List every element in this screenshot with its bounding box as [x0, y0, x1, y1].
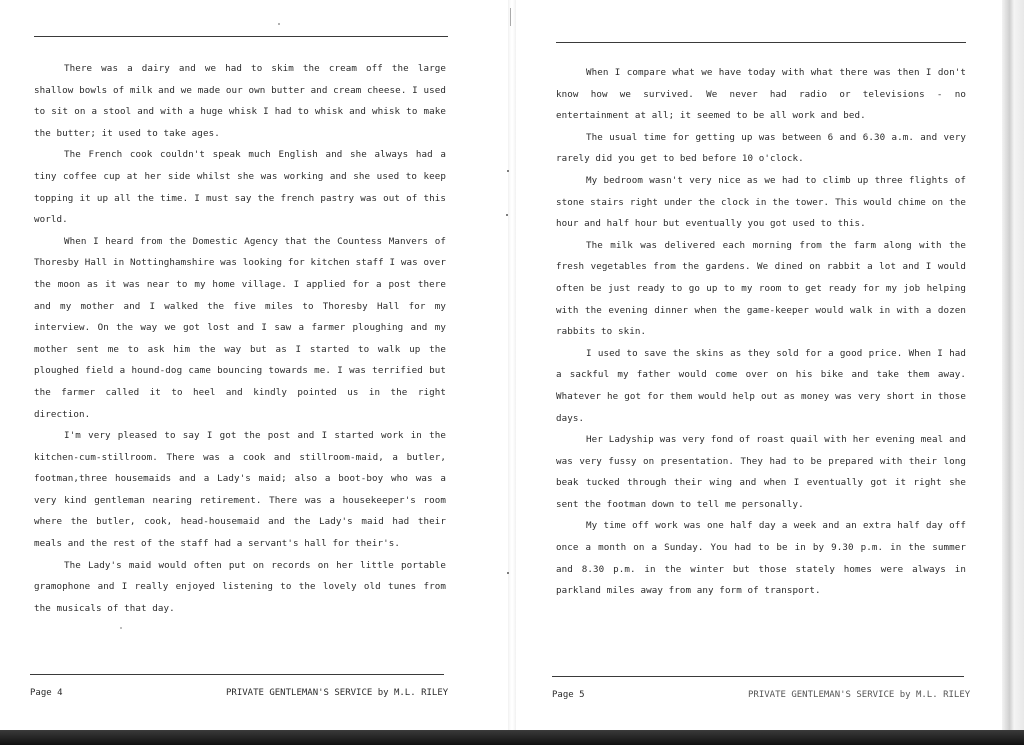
book-spine [508, 0, 516, 745]
paragraph: My time off work was one half day a week and an extra half day off once a month on a Sunday. You had to be in by 9.30 p.m. in the summer and 8.30 p.m. in the winter but those stately homes were always in parkland miles away from any form of transport. [556, 520, 966, 597]
paragraph: I used to save the skins as they sold for a good price. When I had a sackful my father would come over on his bike and take them away. Whatever he got for them would help out as money was very short in those days. [556, 347, 966, 424]
top-rule [34, 36, 448, 37]
paragraph: My bedroom wasn't very nice as we had to climb up three flights of stone stairs right under the clock in the tower. This would chime on the hour and half hour but eventually you got used to this. [556, 174, 966, 230]
page-number: Page 5 [552, 690, 585, 700]
paragraph: Her Ladyship was very fond of roast quail with her evening meal and was very fussy on presentation. They had to be prepared with their long beak tucked through their wing and when I eventually got it right she sent the footman down to tell me personally. [556, 434, 966, 510]
bottom-rule [30, 674, 444, 675]
paragraph: The French cook couldn't speak much English and she always had a tiny coffee cup at her side whilst she was working and she used to keep topping it up all the time. I must say the french pastry was out of this world. [34, 149, 446, 226]
scan-speck [278, 23, 280, 25]
paragraph: The Lady's maid would often put on records on her little portable gramophone and I really enjoyed listening to the lovely old tunes from the musicals of that day. [34, 559, 446, 614]
scanner-border [0, 730, 1024, 745]
scan-speck [507, 572, 509, 574]
paragraph: There was a dairy and we had to skim the cream off the large shallow bowls of milk and we made our own butter and cream cheese. I used to sit on a stool and with a huge whisk I had to whisk and whisk to make the butter; it used to take ages. [34, 63, 446, 139]
top-rule [556, 42, 966, 43]
right-page [516, 0, 1002, 745]
right-page-body [556, 62, 966, 602]
page-number: Page 4 [30, 688, 63, 698]
scan-mark [510, 8, 511, 26]
paragraph: The usual time for getting up was between 6 and 6.30 a.m. and very rarely did you get to bed before 10 o'clock. [556, 131, 966, 165]
bottom-rule [552, 676, 964, 677]
paragraph: The milk was delivered each morning from the farm along with the fresh vegetables from the gardens. We dined on rabbit a lot and I would often be just ready to go up to my room to get ready for my job helping with the evening dinner when the game-keeper would walk in with a dozen rabbits to skin. [556, 239, 966, 338]
scan-speck [120, 627, 122, 629]
paragraph: When I compare what we have today with what there was then I don't know how we survived. We never had radio or televisions - no entertainment at all; it seemed to be all work and bed. [556, 67, 966, 122]
running-footer-title: PRIVATE GENTLEMAN'S SERVICE by M.L. RILEY [748, 690, 971, 700]
left-page [0, 0, 508, 745]
paragraph: When I heard from the Domestic Agency that the Countess Manvers of Thoresby Hall in Nottinghamshire was looking for kitchen staff I was over the moon as it was near to my home village. I applied for a post there and my mother and I walked the five miles to Thoresby Hall for my interview. On the way we got lost and I saw a farmer ploughing and my mother sent me to ask him the way but as I started to walk up the ploughed field a hound-dog came bouncing towards me. I was terrified but the farmer called it to heel and kindly pointed us in the right direction. [34, 235, 446, 420]
scan-speck [507, 170, 509, 172]
page-edge [1002, 0, 1024, 745]
scan-speck [506, 214, 508, 216]
left-page-body [34, 58, 446, 619]
running-footer-title: PRIVATE GENTLEMAN'S SERVICE by M.L. RILEY [226, 688, 449, 698]
paragraph: I'm very pleased to say I got the post and I started work in the kitchen-cum-stillroom. There was a cook and stillroom-maid, a butler, footman,three housemaids and a Lady's maid; also a boot-boy who was a very kind gentleman nearing retirement. There was a housekeeper's room where the butler, cook, head-housemaid and the Lady's maid had their meals and the rest of the staff had a servant's hall for their's. [34, 430, 446, 550]
